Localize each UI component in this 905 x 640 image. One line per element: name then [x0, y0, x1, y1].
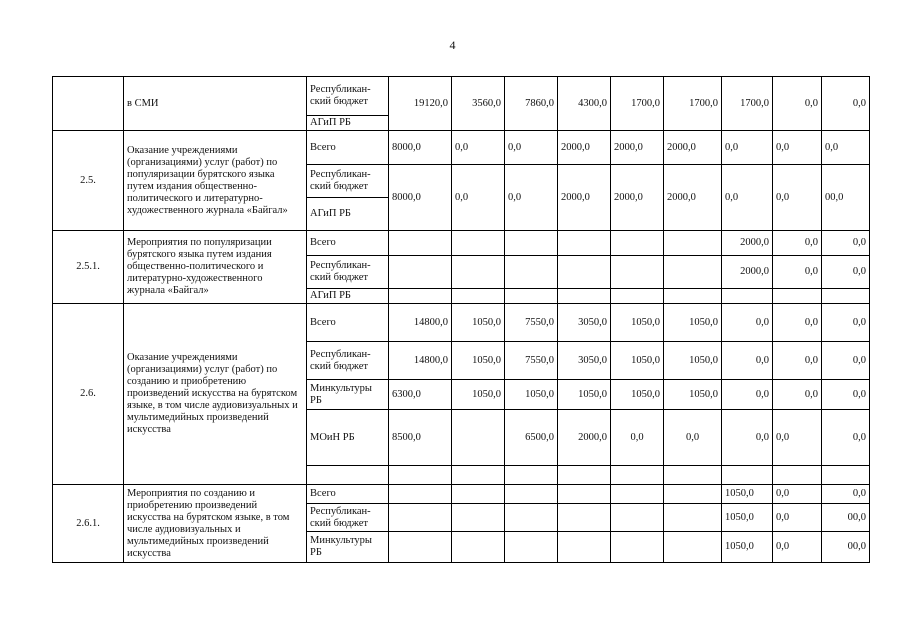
- funding-source: Минкультуры РБ: [307, 380, 389, 410]
- value-cell: 1050,0: [611, 380, 664, 410]
- empty-cell: [558, 289, 611, 304]
- value-cell: 6300,0: [389, 380, 452, 410]
- value-cell: 8000,0: [389, 165, 452, 231]
- value-cell: 7860,0: [505, 77, 558, 131]
- empty-cell: [389, 466, 452, 485]
- empty-cell: [822, 466, 870, 485]
- table-row: [53, 77, 870, 116]
- value-cell: 8000,0: [389, 131, 452, 165]
- empty-cell: [558, 466, 611, 485]
- value-cell: 2000,0: [558, 410, 611, 466]
- funding-source: Республикан-ский бюджет: [307, 504, 389, 532]
- value-cell: 0,0: [452, 165, 505, 231]
- value-cell: 1050,0: [452, 304, 505, 342]
- value-cell: 19120,0: [389, 77, 452, 131]
- funding-source: МОиН РБ: [307, 410, 389, 466]
- empty-cell: [505, 289, 558, 304]
- value-cell: 3050,0: [558, 304, 611, 342]
- value-cell: [452, 410, 505, 466]
- empty-cell: [452, 231, 505, 256]
- empty-cell: [452, 485, 505, 504]
- value-cell: 00,0: [822, 165, 870, 231]
- item-number: 2.6.: [53, 304, 124, 485]
- empty-cell: [558, 485, 611, 504]
- value-cell: 1050,0: [505, 380, 558, 410]
- empty-cell: [452, 289, 505, 304]
- value-cell: 0,0: [822, 304, 870, 342]
- value-cell: 8500,0: [389, 410, 452, 466]
- empty-cell: [389, 231, 452, 256]
- value-cell: 0,0: [822, 231, 870, 256]
- empty-cell: [389, 532, 452, 563]
- item-description: Мероприятия по созданию и приобретению произведений искусства на бурятском языке, в том числе аудиовизуальных и мультимедийных произведений искусства: [124, 485, 307, 563]
- value-cell: 0,0: [773, 231, 822, 256]
- empty-cell: [611, 289, 664, 304]
- item-number: 2.5.1.: [53, 231, 124, 304]
- value-cell: 2000,0: [611, 131, 664, 165]
- value-cell: 3560,0: [452, 77, 505, 131]
- value-cell: 14800,0: [389, 304, 452, 342]
- value-cell: 0,0: [722, 342, 773, 380]
- value-cell: 0,0: [773, 304, 822, 342]
- empty-cell: [611, 485, 664, 504]
- table-row: [53, 304, 870, 342]
- empty-cell: [558, 231, 611, 256]
- value-cell: 0,0: [822, 256, 870, 289]
- empty-cell: [505, 532, 558, 563]
- funding-source: Всего: [307, 304, 389, 342]
- budget-table: [52, 76, 870, 563]
- funding-source: Всего: [307, 131, 389, 165]
- empty-cell: [773, 466, 822, 485]
- value-cell: 1050,0: [452, 342, 505, 380]
- value-cell: 4300,0: [558, 77, 611, 131]
- empty-cell: [664, 485, 722, 504]
- item-number: 2.6.1.: [53, 485, 124, 563]
- value-cell: 2000,0: [558, 165, 611, 231]
- value-cell: 1700,0: [664, 77, 722, 131]
- empty-cell: [558, 504, 611, 532]
- value-cell: 0,0: [822, 131, 870, 165]
- empty-cell: [505, 466, 558, 485]
- empty-cell: [452, 466, 505, 485]
- value-cell: 0,0: [722, 304, 773, 342]
- item-number-cell: [53, 77, 124, 131]
- empty-cell: [389, 256, 452, 289]
- table-row: [53, 485, 870, 504]
- value-cell: 1050,0: [664, 380, 722, 410]
- value-cell: 0,0: [822, 485, 870, 504]
- value-cell: 0,0: [822, 410, 870, 466]
- empty-cell: [389, 289, 452, 304]
- empty-cell: [722, 466, 773, 485]
- page-number: 4: [449, 38, 456, 52]
- value-cell: 0,0: [664, 410, 722, 466]
- value-cell: 0,0: [722, 165, 773, 231]
- empty-cell: [452, 256, 505, 289]
- funding-source: Минкультуры РБ: [307, 532, 389, 563]
- empty-cell: [611, 231, 664, 256]
- table-row: [53, 231, 870, 256]
- value-cell: 1700,0: [722, 77, 773, 131]
- value-cell: 0,0: [773, 256, 822, 289]
- funding-source: АГиП РБ: [307, 289, 389, 304]
- value-cell: 0,0: [722, 380, 773, 410]
- value-cell: 2000,0: [664, 131, 722, 165]
- value-cell: 6500,0: [505, 410, 558, 466]
- item-number: 2.5.: [53, 131, 124, 231]
- value-cell: 0,0: [773, 342, 822, 380]
- empty-cell: [558, 256, 611, 289]
- funding-source: Республикан-ский бюджет: [307, 342, 389, 380]
- value-cell: 0,0: [822, 77, 870, 131]
- empty-cell: [664, 532, 722, 563]
- value-cell: 0,0: [773, 410, 822, 466]
- value-cell: 0,0: [773, 380, 822, 410]
- value-cell: 0,0: [773, 131, 822, 165]
- value-cell: 2000,0: [611, 165, 664, 231]
- funding-source: Республикан-ский бюджет: [307, 256, 389, 289]
- value-cell: 0,0: [773, 165, 822, 231]
- value-cell: 00,0: [822, 532, 870, 563]
- empty-cell: [822, 289, 870, 304]
- value-cell: 1050,0: [611, 304, 664, 342]
- empty-cell: [664, 231, 722, 256]
- value-cell: 1050,0: [722, 504, 773, 532]
- value-cell: 2000,0: [722, 256, 773, 289]
- empty-cell: [505, 485, 558, 504]
- value-cell: 1050,0: [452, 380, 505, 410]
- value-cell: 0,0: [822, 342, 870, 380]
- empty-cell: [611, 256, 664, 289]
- value-cell: 14800,0: [389, 342, 452, 380]
- value-cell: 1050,0: [664, 342, 722, 380]
- funding-source-empty: [307, 466, 389, 485]
- value-cell: 7550,0: [505, 304, 558, 342]
- funding-source: АГиП РБ: [307, 116, 389, 131]
- item-description: Оказание учреждениями (организациями) услуг (работ) по популяризации бурятского языка путем издания общественно-политического и литературно-художественного журнала «Байгал»: [124, 131, 307, 231]
- value-cell: 0,0: [773, 532, 822, 563]
- item-description: Оказание учреждениями (организациями) услуг (работ) по созданию и приобретению произведений искусства на бурятском языке, в том числе аудиовизуальных и мультимедийных произведений искусства: [124, 304, 307, 485]
- empty-cell: [389, 485, 452, 504]
- funding-source: Республикан-ский бюджет: [307, 77, 389, 116]
- empty-cell: [664, 504, 722, 532]
- funding-source: АГиП РБ: [307, 198, 389, 231]
- value-cell: 1700,0: [611, 77, 664, 131]
- empty-cell: [664, 289, 722, 304]
- empty-cell: [611, 504, 664, 532]
- value-cell: 0,0: [722, 410, 773, 466]
- value-cell: 0,0: [611, 410, 664, 466]
- empty-cell: [389, 504, 452, 532]
- value-cell: 2000,0: [558, 131, 611, 165]
- value-cell: 3050,0: [558, 342, 611, 380]
- value-cell: 7550,0: [505, 342, 558, 380]
- value-cell: 0,0: [773, 485, 822, 504]
- empty-cell: [452, 504, 505, 532]
- empty-cell: [722, 289, 773, 304]
- value-cell: 1050,0: [558, 380, 611, 410]
- value-cell: 1050,0: [722, 532, 773, 563]
- value-cell: 0,0: [505, 131, 558, 165]
- value-cell: 00,0: [822, 504, 870, 532]
- empty-cell: [452, 532, 505, 563]
- empty-cell: [505, 256, 558, 289]
- table-row: [53, 131, 870, 165]
- value-cell: 2000,0: [664, 165, 722, 231]
- value-cell: 0,0: [822, 380, 870, 410]
- value-cell: 1050,0: [611, 342, 664, 380]
- item-description: в СМИ: [124, 77, 307, 131]
- funding-source: Всего: [307, 485, 389, 504]
- empty-cell: [611, 466, 664, 485]
- empty-cell: [611, 532, 664, 563]
- item-description: Мероприятия по популяризации бурятского языка путем издания общественно-политического и литературно-художественного журнала «Байгал»: [124, 231, 307, 304]
- value-cell: 1050,0: [722, 485, 773, 504]
- empty-cell: [558, 532, 611, 563]
- value-cell: 0,0: [773, 77, 822, 131]
- value-cell: 1050,0: [664, 304, 722, 342]
- value-cell: 0,0: [773, 504, 822, 532]
- value-cell: 2000,0: [722, 231, 773, 256]
- empty-cell: [505, 504, 558, 532]
- value-cell: 0,0: [505, 165, 558, 231]
- funding-source: Всего: [307, 231, 389, 256]
- value-cell: 0,0: [722, 131, 773, 165]
- empty-cell: [664, 466, 722, 485]
- value-cell: 0,0: [452, 131, 505, 165]
- empty-cell: [505, 231, 558, 256]
- funding-source: Республикан-ский бюджет: [307, 165, 389, 198]
- empty-cell: [664, 256, 722, 289]
- empty-cell: [773, 289, 822, 304]
